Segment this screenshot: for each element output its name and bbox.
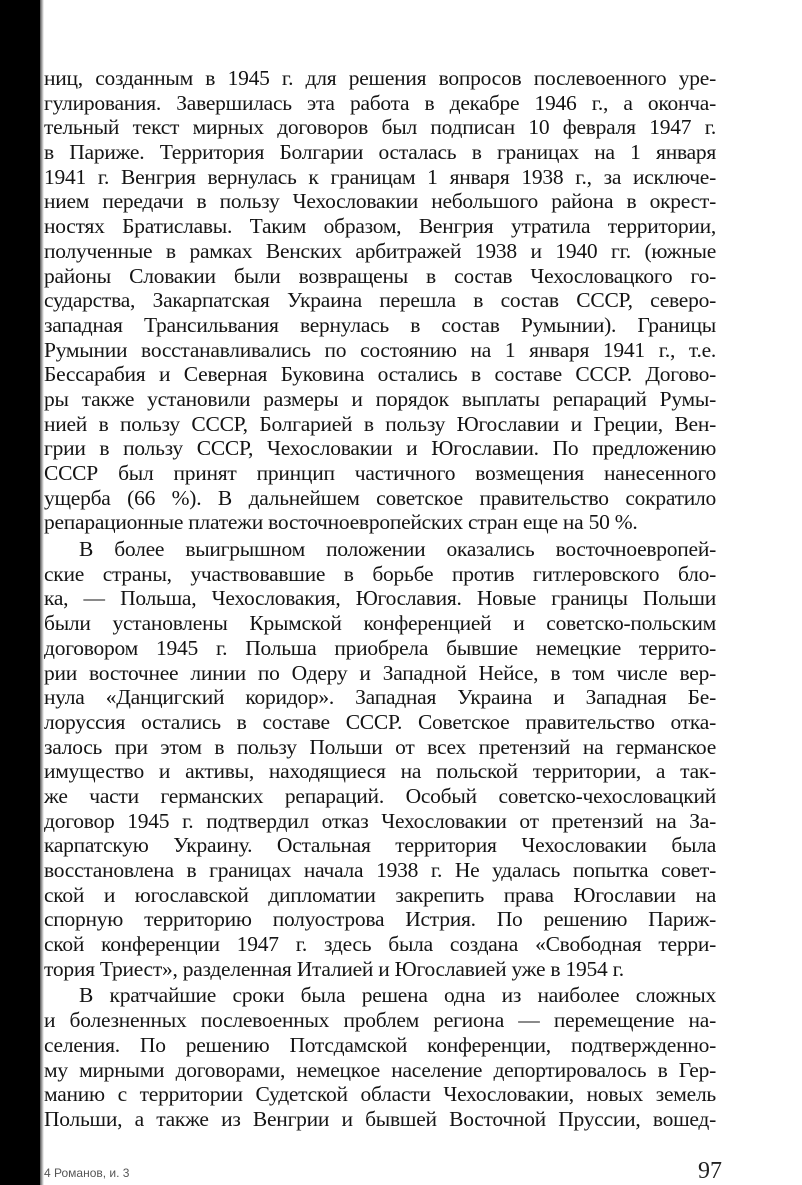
- paragraph-2: [44, 537, 716, 981]
- text-line: карпатскую Украину. Остальная территория Чехословакии была: [44, 833, 716, 858]
- text-line: районы Словакии были возвращены в состав Чехословацкого го-: [44, 263, 716, 288]
- text-line: нией в пользу СССР, Болгарией в пользу Югославии и Греции, Вен-: [44, 411, 716, 436]
- text-line: ущерба (66 %). В дальнейшем советское правительство сократило: [44, 485, 716, 510]
- text-line: В кратчайшие сроки была решена одна из наиболее сложных: [79, 983, 716, 1008]
- text-line: же части германских репараций. Особый советско-чехословацкий: [44, 783, 716, 808]
- text-line: западная Трансильвания вернулась в состав Румынии). Границы: [44, 312, 716, 337]
- text-line: ка, — Польша, Чехословакия, Югославия. Новые границы Польши: [44, 586, 716, 611]
- text-line: в Париже. Территория Болгарии осталась в границах на 1 января: [44, 140, 716, 165]
- text-line: восстановлена в границах начала 1938 г. Не удалась попытка совет-: [44, 858, 716, 882]
- text-line: рии восточнее линии по Одеру и Западной Нейсе, в том числе вер-: [44, 660, 716, 685]
- text-line: В более выигрышном положении оказались восточноевропей-: [79, 537, 716, 562]
- text-line: полученные в рамках Венских арбитражей 1938 и 1940 гг. (южные: [44, 238, 716, 263]
- text-line: ские страны, участвовавшие в борьбе против гитлеровского бло-: [44, 561, 716, 586]
- text-line: му мирными договорами, немецкое население депортировалось в Гер-: [44, 1057, 716, 1082]
- text-line: СССР был принят принцип частичного возмещения нанесенного: [44, 461, 716, 485]
- text-line: тория Триест», разделенная Италией и Югославией уже в 1954 г.: [44, 956, 624, 981]
- text-line: спорную территорию полуострова Истрия. По решению Париж-: [44, 907, 716, 932]
- text-line: 1941 г. Венгрия вернулась к границам 1 января 1938 г., за исключе-: [44, 164, 716, 189]
- text-line: имущество и активы, находящиеся на польской территории, а так-: [44, 759, 716, 784]
- text-line: ностях Братиславы. Таким образом, Венгрия утратила территории,: [44, 214, 716, 239]
- page-number: 97: [698, 1158, 722, 1184]
- text-line: и болезненных послевоенных проблем региона — перемещение на-: [44, 1008, 716, 1033]
- text-line: Румынии восстанавливались по состоянию на 1 января 1941 г., т.е.: [44, 337, 716, 362]
- text-line: сударства, Закарпатская Украина перешла в состав СССР, северо-: [44, 288, 716, 313]
- text-line: ской и югославской дипломатии закрепить права Югославии на: [44, 882, 716, 907]
- text-line: были установлены Крымской конференцией и советско-польским: [44, 611, 716, 636]
- text-line: лоруссия остались в составе СССР. Советское правительство отка-: [44, 709, 716, 734]
- text-line: ской конференции 1947 г. здесь была создана «Свободная терри-: [44, 932, 716, 957]
- text-line: манию с территории Судетской области Чехословакии, новых земель: [44, 1082, 716, 1107]
- text-line: договор 1945 г. подтвердил отказ Чехословакии от претензий на За-: [44, 808, 716, 833]
- footer-signature-mark: 4 Романов, и. 3: [44, 1166, 130, 1180]
- paragraph-1: [44, 66, 716, 535]
- text-line: залось при этом в пользу Польши от всех претензий на германское: [44, 734, 716, 759]
- text-line: ниц, созданным в 1945 г. для решения вопросов послевоенного уре-: [44, 66, 716, 90]
- text-line: селения. По решению Потсдамской конференции, подтвержденно-: [44, 1032, 716, 1057]
- text-line: Бессарабия и Северная Буковина остались в составе СССР. Догово-: [44, 362, 716, 387]
- text-line: репарационные платежи восточноевропейских стран еще на 50 %.: [44, 510, 638, 535]
- text-line: грии в пользу СССР, Чехословакии и Югославии. По предложению: [44, 436, 716, 461]
- text-line: нием передачи в пользу Чехословакии небольшого района в окрест-: [44, 189, 716, 214]
- paragraph-3: [44, 983, 716, 1131]
- text-line: гулирования. Завершилась эта работа в декабре 1946 г., а оконча-: [44, 90, 716, 115]
- text-line: Польши, а также из Венгрии и бывшей Восточной Пруссии, вошед-: [44, 1106, 716, 1131]
- scan-dark-edge: [0, 0, 40, 1185]
- text-line: тельный текст мирных договоров был подписан 10 февраля 1947 г.: [44, 115, 716, 140]
- text-line: договором 1945 г. Польша приобрела бывшие немецкие террито-: [44, 635, 716, 660]
- text-line: нула «Данцигский коридор». Западная Украина и Западная Бе-: [44, 685, 716, 710]
- page-body: [44, 66, 716, 1132]
- page-footer: [44, 1158, 722, 1184]
- text-line: ры также установили размеры и порядок выплаты репараций Румы-: [44, 386, 716, 411]
